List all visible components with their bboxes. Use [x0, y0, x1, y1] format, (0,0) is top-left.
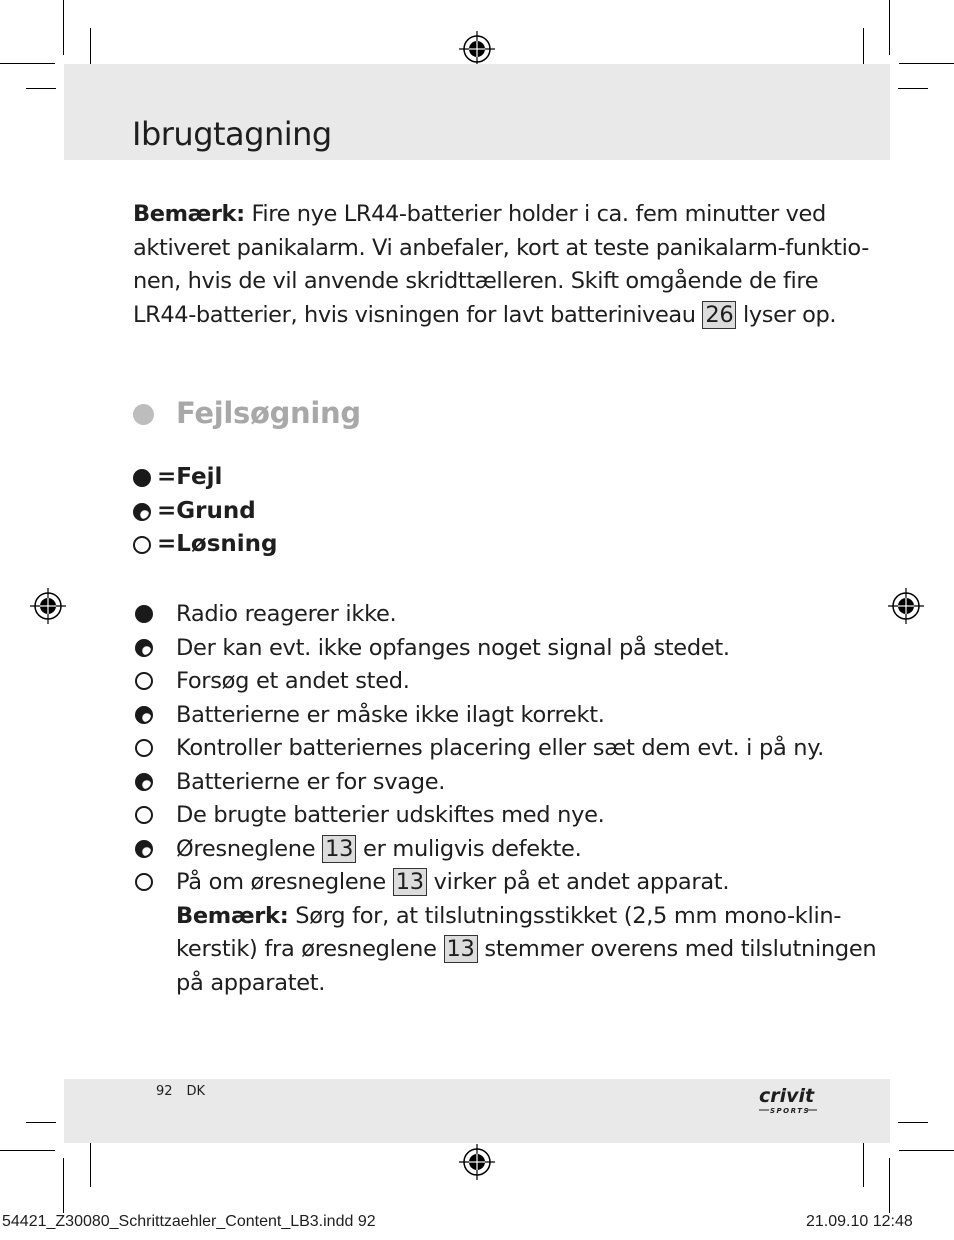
crop-mark	[26, 1122, 56, 1123]
registration-mark-icon	[30, 588, 66, 624]
reference-number: 13	[322, 835, 356, 863]
crop-mark	[889, 0, 890, 55]
crop-mark	[63, 0, 64, 55]
logo-text: crivit	[759, 1085, 815, 1107]
cause-icon	[135, 639, 153, 657]
reference-number: 13	[444, 935, 478, 963]
solution-icon	[135, 806, 153, 824]
page-title: Ibrugtagning	[132, 115, 332, 153]
crop-mark	[26, 88, 56, 89]
crop-mark	[899, 1150, 954, 1151]
note-line-3: nen, hvis de vil anvende skridttælleren. Skift omgående de fire	[133, 268, 819, 294]
crop-mark	[0, 63, 55, 64]
crop-mark	[0, 1150, 55, 1151]
reference-number: 26	[702, 301, 736, 329]
crop-mark	[898, 1122, 928, 1123]
solution-icon	[135, 873, 153, 891]
crop-mark	[63, 1158, 64, 1213]
solution-icon	[135, 672, 153, 690]
crop-mark	[90, 1142, 91, 1187]
section-title: Fejlsøgning	[176, 396, 361, 430]
registration-mark-icon	[888, 588, 924, 624]
fault-icon	[135, 605, 153, 623]
note-line-4: LR44-batterier, hvis visningen for lavt batteriniveau 26 lyser op.	[133, 301, 837, 328]
note-line-1: Bemærk: Fire nye LR44-batterier holder i ca. fem minutter ved	[133, 201, 826, 227]
registration-mark-icon	[459, 31, 495, 67]
date-slug: 21.09.10 12:48	[806, 1213, 913, 1230]
reference-number: 13	[393, 868, 427, 896]
logo-subtext: SPORTS	[770, 1107, 811, 1115]
note-line-2: aktiveret panikalarm. Vi anbefaler, kort at teste panikalarm-funktio-	[133, 234, 869, 261]
battery-note	[133, 198, 869, 332]
crop-mark	[863, 1142, 864, 1187]
brand-logo	[757, 1082, 823, 1118]
note-label: Bemærk:	[176, 902, 289, 929]
cause-icon	[135, 840, 153, 858]
language-code: DK	[186, 1084, 206, 1099]
note-label: Bemærk:	[133, 201, 245, 227]
crop-mark	[898, 88, 928, 89]
cause-icon	[135, 773, 153, 791]
registration-mark-icon	[459, 1144, 495, 1180]
page-footer	[156, 1084, 219, 1099]
fault-icon	[133, 469, 151, 487]
solution-icon	[135, 739, 153, 757]
cause-icon	[133, 503, 151, 521]
file-slug: 54421_Z30080_Schrittzaehler_Content_LB3.indd 92	[2, 1213, 376, 1230]
bullet-icon	[133, 404, 154, 425]
crop-mark	[889, 1158, 890, 1213]
cause-icon	[135, 706, 153, 724]
solution-icon	[133, 536, 151, 554]
crop-mark	[899, 63, 954, 64]
page-number: 92	[156, 1084, 173, 1099]
